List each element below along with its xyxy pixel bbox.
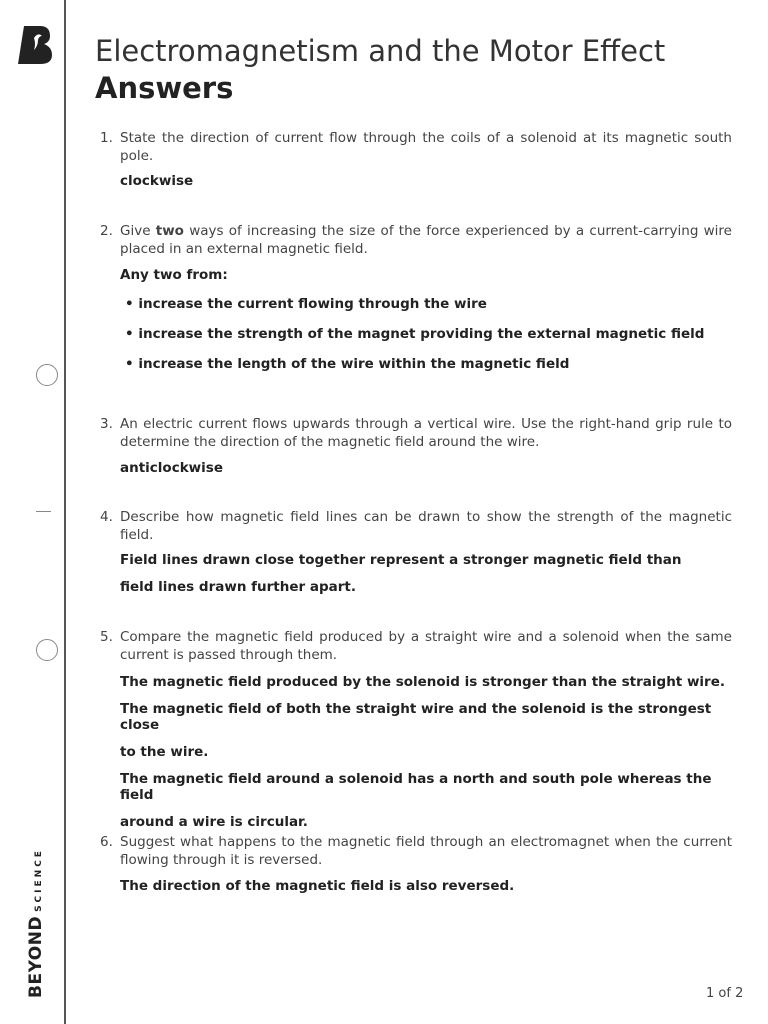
- answer-line: The magnetic field of both the straight wire and the solenoid is the strongest close: [120, 701, 712, 733]
- brand-word-science: SCIENCE: [34, 848, 44, 912]
- question-number: 5.: [100, 629, 113, 645]
- question-number: 6.: [100, 834, 113, 850]
- answer-text: Any two from:: [120, 267, 228, 283]
- page-subtitle: Answers: [95, 71, 234, 105]
- question-text: Compare the magnetic field produced by a straight wire and a solenoid when the same current is passed through them.: [120, 629, 732, 663]
- question-number: 3.: [100, 416, 113, 432]
- answer-text: The direction of the magnetic field is also reversed.: [120, 878, 515, 894]
- question-4: [100, 508, 732, 595]
- question-text: An electric current flows upwards through a vertical wire. Use the right-hand grip rule to determine the direction of the magnetic field around the wire.: [120, 416, 732, 450]
- question-text: Suggest what happens to the magnetic field through an electromagnet when the current flowing through it is reversed.: [120, 834, 732, 868]
- beyond-logo: [16, 24, 52, 66]
- question-number: 1.: [100, 130, 113, 146]
- page-title: Electromagnetism and the Motor Effect: [95, 34, 666, 68]
- question-3: [100, 415, 732, 476]
- fold-mark: [36, 511, 51, 512]
- answer-text: clockwise: [120, 173, 194, 189]
- answer-line: The magnetic field produced by the solenoid is stronger than the straight wire.: [120, 674, 725, 690]
- page-number: 1 of 2: [706, 986, 744, 1001]
- brand-wordmark: [26, 848, 46, 998]
- question-text: Describe how magnetic field lines can be drawn to show the strength of the magnetic field.: [120, 509, 732, 543]
- question-number: 4.: [100, 509, 113, 525]
- answer-bullet: • increase the length of the wire within the magnetic field: [125, 356, 732, 372]
- question-text-part: ways of increasing the size of the force experienced by a current-carrying wire placed in an external magnetic field.: [120, 223, 732, 257]
- question-text: [120, 222, 732, 258]
- answer-line: around a wire is circular.: [120, 814, 308, 830]
- question-1: [100, 129, 732, 189]
- question-5: [100, 628, 732, 830]
- answer-line: field lines drawn further apart.: [120, 579, 356, 595]
- answer-line: The magnetic field around a solenoid has a north and south pole whereas the field: [120, 771, 712, 803]
- question-text: State the direction of current flow through the coils of a solenoid at its magnetic south pole.: [120, 130, 732, 164]
- margin-line: [64, 0, 66, 1024]
- answer-line: to the wire.: [120, 744, 209, 760]
- question-text-part: Give: [120, 223, 156, 239]
- question-emphasis: two: [155, 223, 184, 239]
- answer-line: Field lines drawn close together represent a stronger magnetic field than: [120, 552, 682, 568]
- question-6: [100, 833, 732, 894]
- answer-bullet: • increase the current flowing through the wire: [125, 296, 732, 312]
- answer-text: anticlockwise: [120, 460, 223, 476]
- punch-hole: [36, 639, 58, 661]
- question-2: [100, 222, 732, 372]
- question-number: 2.: [100, 223, 113, 239]
- brand-word-beyond: BEYOND: [26, 915, 46, 998]
- answer-bullet: • increase the strength of the magnet providing the external magnetic field: [125, 326, 732, 342]
- punch-hole: [36, 364, 58, 386]
